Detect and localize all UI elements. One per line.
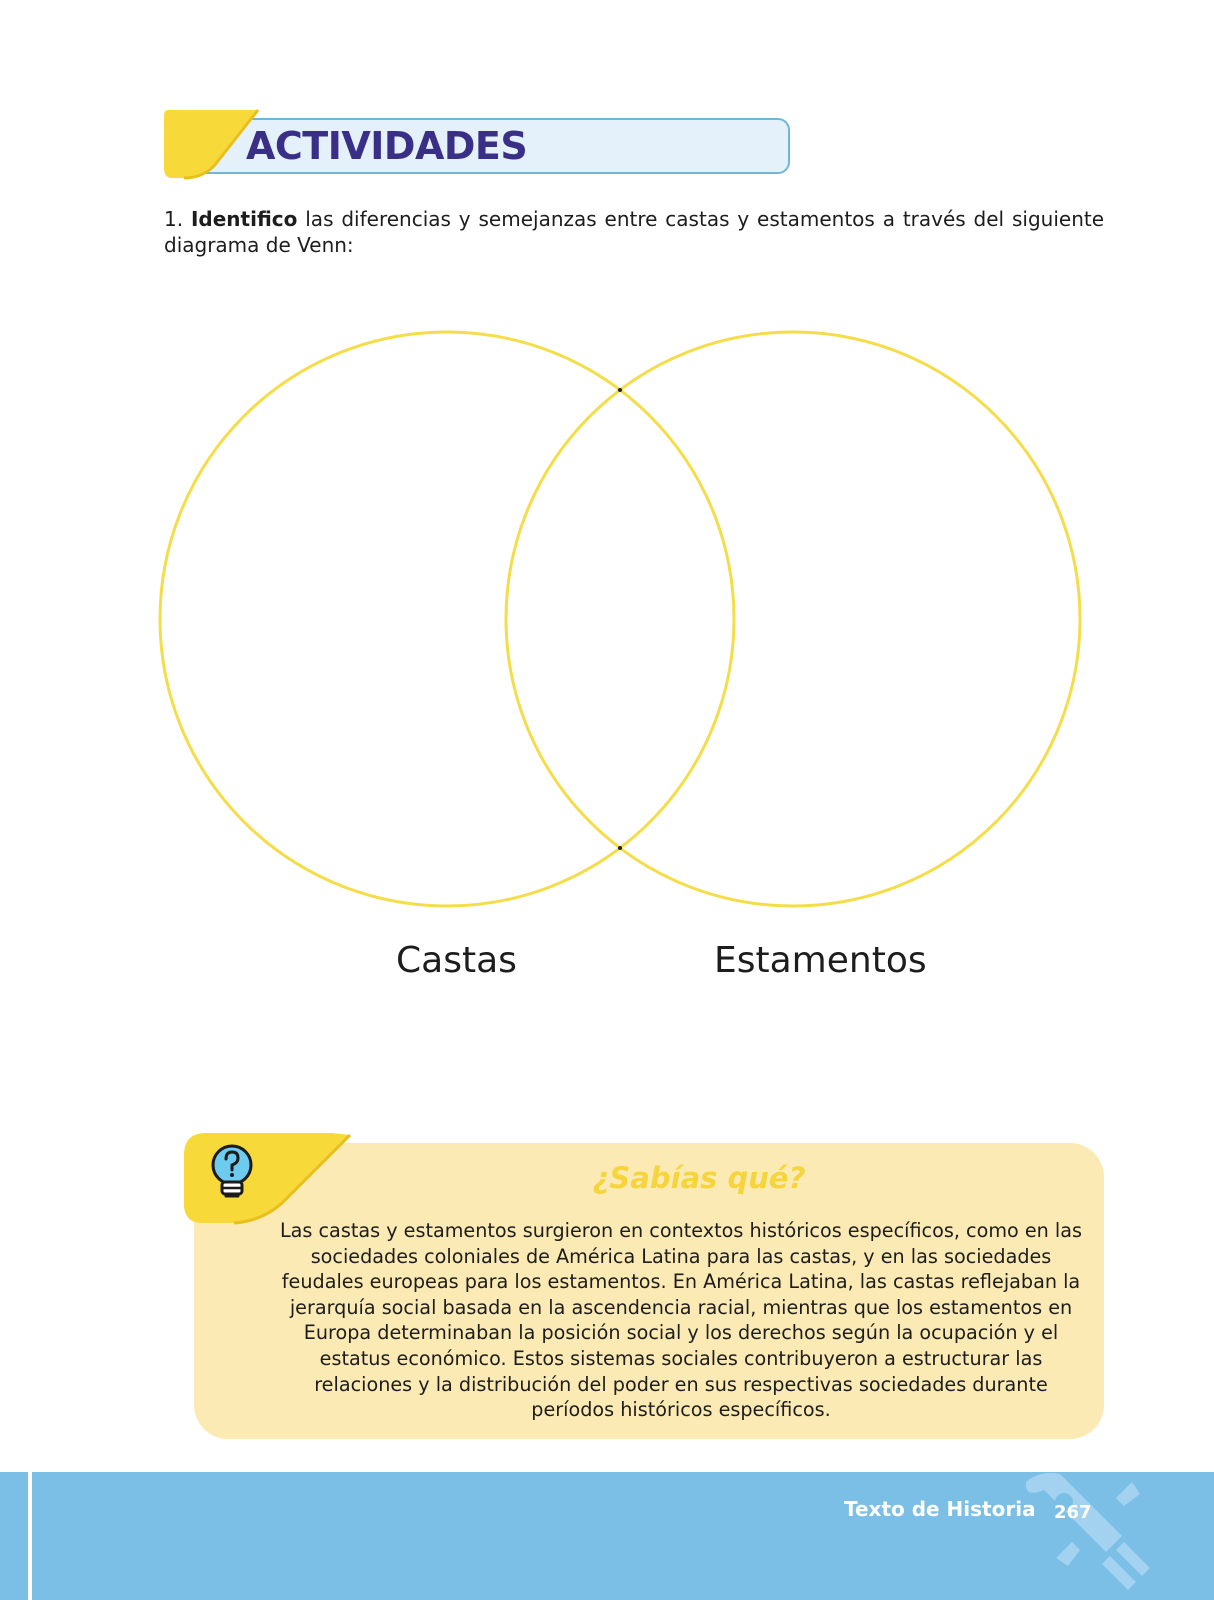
venn-circle-castas[interactable] (160, 332, 734, 906)
instruction-number: 1. (164, 207, 184, 231)
venn-intersection-dot-bottom (618, 846, 622, 850)
venn-diagram (150, 330, 1110, 930)
venn-circle-estamentos[interactable] (506, 332, 1080, 906)
instruction-text: las diferencias y semejanzas entre castas y estamentos a través del siguiente diagrama de Venn: (164, 207, 1105, 257)
page-number: 267 (1054, 1502, 1092, 1523)
instruction-verb: Identifico (190, 207, 298, 231)
venn-label-castas: Castas (396, 940, 517, 981)
venn-intersection-dot-top (618, 388, 622, 392)
rocket-icon (1020, 1468, 1160, 1600)
activity-instruction (164, 206, 1104, 258)
activities-banner (162, 108, 798, 182)
did-you-know-title: ¿Sabías qué? (592, 1161, 806, 1195)
footer-stripe (28, 1472, 32, 1600)
footer-book-title: Texto de Historia (844, 1497, 1036, 1521)
did-you-know-body: Las castas y estamentos surgieron en contextos históricos específicos, como en las sociedades coloniales de América Latina para las castas, y en las sociedades feudales europeas para los estamentos. En América Latina, las castas reflejaban la jerarquía social basada en la ascendencia racial, mientras que los estamentos en Europa determinaban la posición social y los derechos según la ocupación y el estatus económico. Estos sistemas sociales contribuyeron a estructurar las relaciones y la distribución del poder en sus respectivas sociedades durante períodos históricos específicos. (279, 1219, 1083, 1422)
venn-label-estamentos: Estamentos (714, 940, 927, 981)
page-title: ACTIVIDADES (246, 124, 528, 168)
